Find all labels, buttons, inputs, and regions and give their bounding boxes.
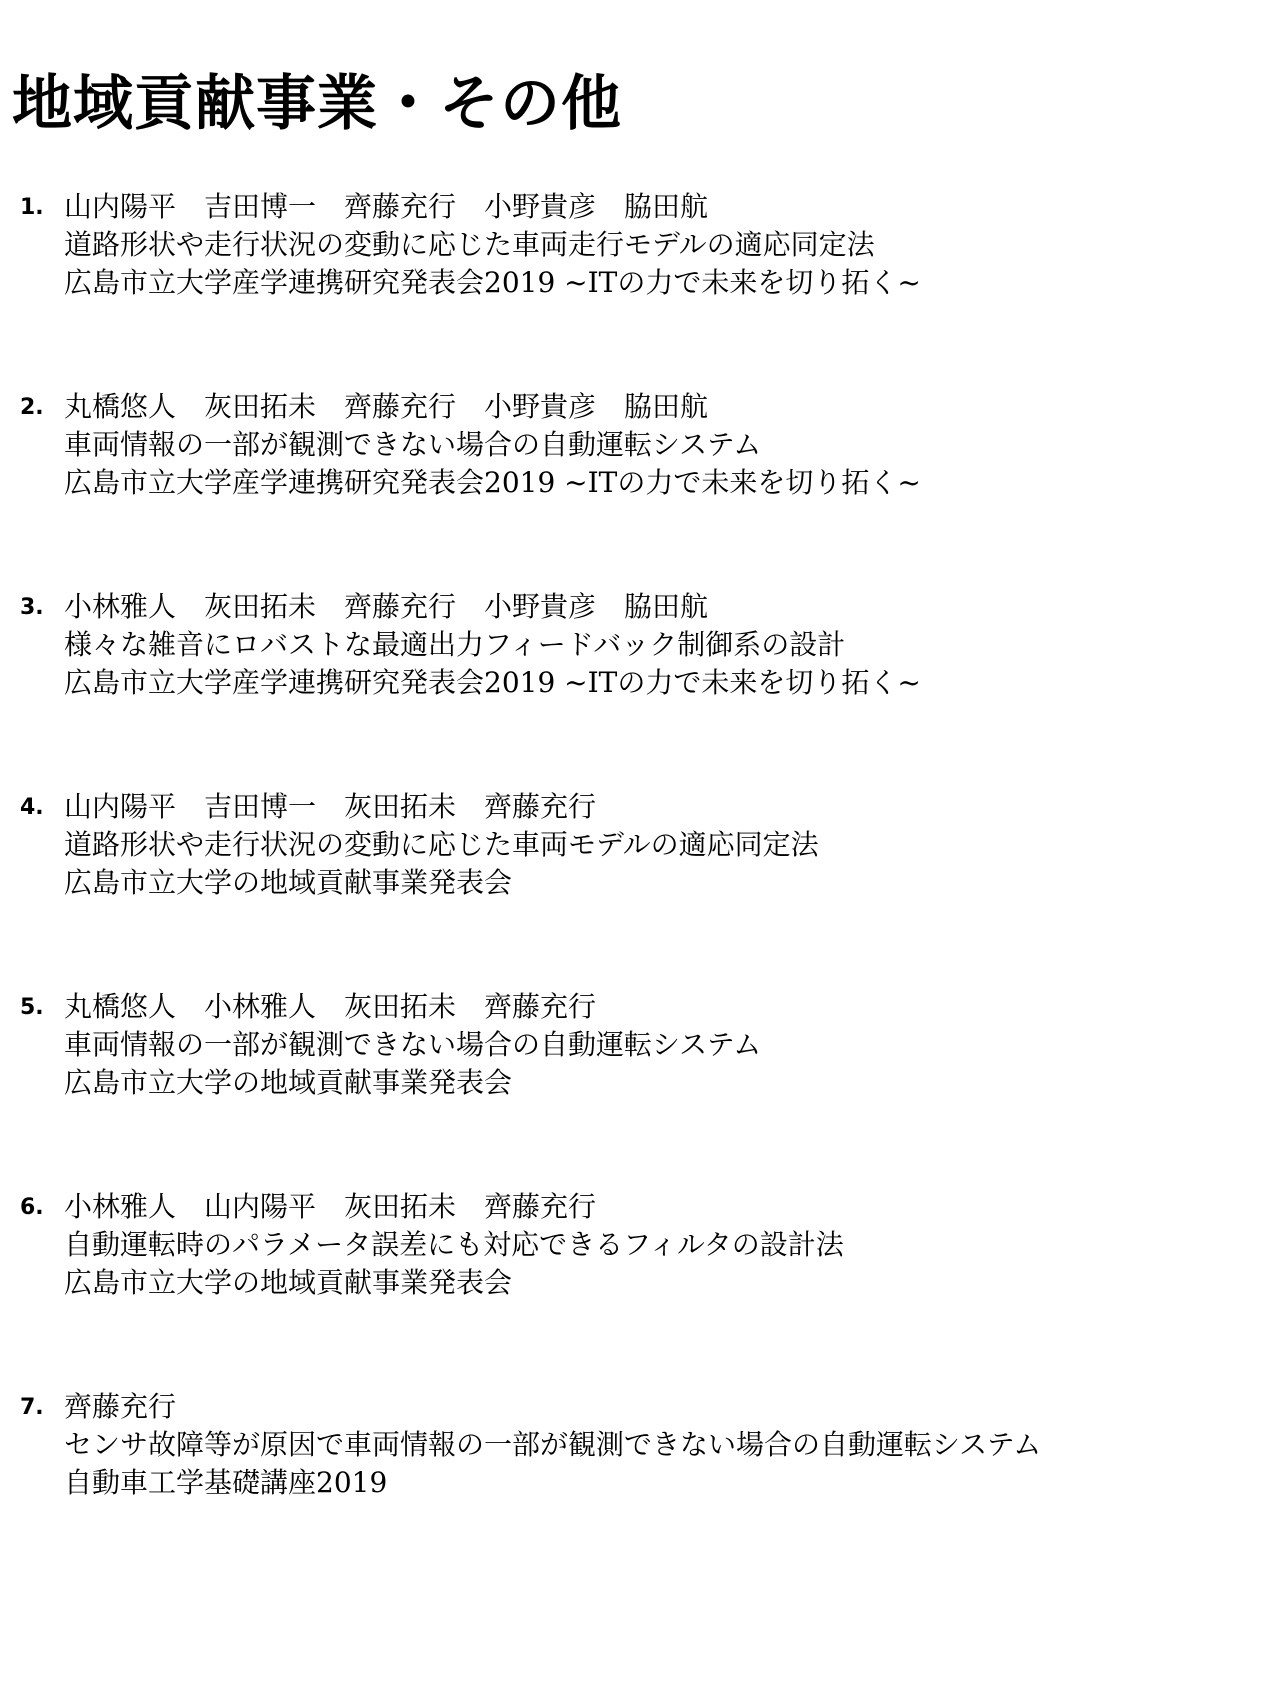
entry-authors: 山内陽平 吉田博一 齊藤充行 小野貴彦 脇田航: [64, 190, 709, 223]
entry-title: 車両情報の一部が観測できない場合の自動運転システム: [64, 1028, 762, 1061]
entry-title: 道路形状や走行状況の変動に応じた車両モデルの適応同定法: [64, 828, 819, 861]
entry-authors: 山内陽平 吉田博一 灰田拓未 齊藤充行: [64, 790, 597, 823]
entry-venue: 広島市立大学の地域貢献事業発表会: [64, 1066, 513, 1099]
entry-authors: 丸橋悠人 灰田拓未 齊藤充行 小野貴彦 脇田航: [64, 390, 709, 423]
entry-body: [64, 1388, 1264, 1502]
entry-authors: 小林雅人 山内陽平 灰田拓未 齊藤充行: [64, 1190, 597, 1223]
entry-venue: 広島市立大学の地域貢献事業発表会: [64, 1266, 513, 1299]
entry-title: 道路形状や走行状況の変動に応じた車両走行モデルの適応同定法: [64, 228, 875, 261]
entry-number: 7.: [20, 1395, 44, 1420]
entry-number: 2.: [20, 395, 44, 420]
entry-body: [64, 1188, 1264, 1302]
entry-body: [64, 588, 1264, 702]
entry-title: 車両情報の一部が観測できない場合の自動運転システム: [64, 428, 762, 461]
entry-number: 3.: [20, 595, 44, 620]
entry-body: [64, 988, 1264, 1102]
entry-authors: 小林雅人 灰田拓未 齊藤充行 小野貴彦 脇田航: [64, 590, 709, 623]
entry-venue: 広島市立大学産学連携研究発表会2019 ~ITの力で未来を切り拓く~: [64, 666, 921, 699]
entry-venue: 広島市立大学産学連携研究発表会2019 ~ITの力で未来を切り拓く~: [64, 466, 921, 499]
entry-title: 自動運転時のパラメータ誤差にも対応できるフィルタの設計法: [64, 1228, 844, 1261]
entry-number: 4.: [20, 795, 44, 820]
entry-venue: 広島市立大学の地域貢献事業発表会: [64, 866, 513, 899]
entry-number: 6.: [20, 1195, 44, 1220]
entry-body: [64, 188, 1264, 302]
entry-authors: 丸橋悠人 小林雅人 灰田拓未 齊藤充行: [64, 990, 597, 1023]
entry-authors: 齊藤充行: [64, 1390, 177, 1423]
page-title: 地域貢献事業・その他: [12, 69, 622, 139]
entry-body: [64, 788, 1264, 902]
entry-number: 1.: [20, 195, 44, 220]
entry-title: センサ故障等が原因で車両情報の一部が観測できない場合の自動運転システム: [64, 1428, 1042, 1461]
entry-title: 様々な雑音にロバストな最適出力フィードバック制御系の設計: [64, 628, 846, 661]
entry-number: 5.: [20, 995, 44, 1020]
entry-venue: 広島市立大学産学連携研究発表会2019 ~ITの力で未来を切り拓く~: [64, 266, 921, 299]
entry-venue: 自動車工学基礎講座2019: [64, 1466, 388, 1499]
entry-body: [64, 388, 1264, 502]
